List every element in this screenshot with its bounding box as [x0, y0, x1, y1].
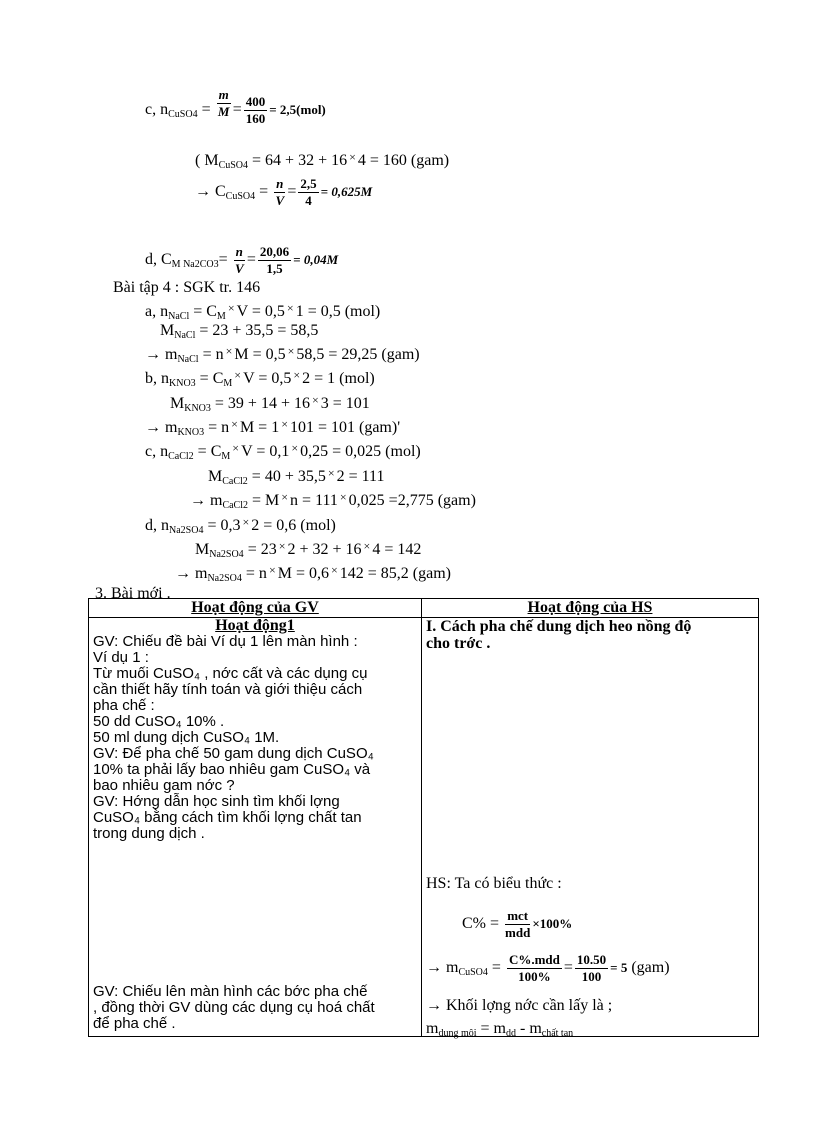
bt4-line-3: [145, 346, 420, 366]
t: V = 0,5: [243, 370, 292, 387]
cc-sub: CuSO4: [225, 191, 256, 203]
gv-text-line: pha chế :: [93, 697, 155, 714]
s: Na2SO4: [169, 525, 204, 536]
hs-c-formula: [462, 908, 572, 941]
times-sign: ×: [278, 539, 286, 553]
s: dd: [505, 1028, 516, 1039]
s: NaCl: [177, 354, 199, 365]
t: M = 0,6: [277, 565, 329, 582]
c-eq2: =: [232, 101, 242, 119]
t: 1 = 0,5 (mol): [295, 303, 381, 320]
gv-text-line: CuSO₄ bằng cách tìm khối lợng chất tan: [93, 809, 362, 826]
t: 2 + 32 + 16: [287, 541, 362, 558]
frac-num: 2,5: [300, 176, 317, 191]
frac-num: m: [218, 87, 229, 102]
t: b, n: [145, 370, 169, 387]
m-a: = 64 + 32 + 16: [252, 152, 348, 169]
gv-text-line: 10% ta phải lấy bao nhiêu gam CuSO₄ và: [93, 761, 371, 778]
times-sign: ×: [293, 368, 301, 382]
s: dung môi: [438, 1028, 477, 1039]
t: c, n: [145, 443, 169, 460]
times-sign: ×: [363, 539, 371, 553]
t: = C: [199, 370, 224, 387]
hs-m-formula: [426, 952, 670, 985]
t: = 23 + 35,5 = 58,5: [199, 322, 319, 339]
s: M: [223, 378, 233, 389]
t: = 39 + 14 + 16: [214, 395, 310, 412]
t: → m: [145, 346, 178, 363]
t: = 40 + 35,5: [251, 468, 326, 485]
col-hs-header: Hoạt động của HS: [422, 599, 759, 618]
t: d, n: [145, 517, 169, 534]
s: Na2SO4: [207, 573, 242, 584]
gv-text-line: trong dung dịch .: [93, 825, 205, 842]
gv-cell: [89, 618, 422, 1037]
gv-text-line: Ví dụ 1 :: [93, 649, 149, 666]
gv-lines: [93, 634, 417, 842]
frac-den: V: [234, 261, 244, 276]
s: NaCl: [168, 311, 190, 322]
hs-water-mass: → Khối lợng nớc cần lấy là ;: [426, 997, 613, 1014]
frac-num: n: [235, 244, 243, 259]
frac-cmdd-100: [507, 952, 562, 985]
t: M: [208, 468, 223, 485]
c-label: c, n: [145, 101, 169, 119]
t: 101 = 101 (gam)': [289, 419, 401, 436]
cc-eq: =: [259, 183, 269, 201]
t: 142 = 85,2 (gam): [339, 565, 451, 582]
s: KNO3: [169, 378, 196, 389]
t: 2 = 1 (mol): [302, 370, 375, 387]
c-result: = 2,5(mol): [269, 102, 326, 118]
m-unit: (gam): [631, 959, 670, 977]
s: CaCl2: [222, 476, 248, 487]
hs-title-1: I. Cách pha chế dung dịch heo nồng độ: [426, 618, 692, 635]
gv-text-line: , đồng thời GV dùng các dụng cụ hoá chất: [93, 999, 375, 1016]
bt4-line-6: [145, 419, 400, 439]
s: chất tan: [541, 1028, 574, 1039]
bt4-line-2: [160, 322, 318, 342]
gv-text-line: 50 dd CuSO₄ 10% .: [93, 713, 225, 730]
times-sign: ×: [242, 515, 250, 529]
times-sign: ×: [327, 466, 335, 480]
t: M: [170, 395, 185, 412]
activity-table: [88, 598, 759, 1037]
d-result: = 0,04M: [293, 252, 339, 268]
t: = M: [252, 492, 280, 509]
times-sign: ×: [281, 417, 288, 431]
frac-den: 4: [305, 193, 312, 208]
table-header-row: [89, 599, 759, 618]
times-sign: ×: [232, 441, 240, 455]
gv-text-line: GV: Chiếu đề bài Ví dụ 1 lên màn hình :: [93, 633, 358, 650]
col-gv-header: Hoạt động của GV: [89, 599, 422, 618]
t: - m: [519, 1020, 542, 1037]
t: 58,5 = 29,25 (gam): [296, 346, 420, 363]
s: Na2SO4: [209, 549, 244, 560]
line-M-CuSO4: [195, 152, 449, 172]
t: 3 = 101: [320, 395, 370, 412]
t: 0,25 = 0,025 (mol): [300, 443, 421, 460]
m-sub: CuSO4: [458, 967, 488, 979]
s: KNO3: [184, 403, 211, 414]
times-sign: ×: [227, 301, 235, 315]
frac-num: 20,06: [259, 244, 290, 259]
c-sub: CuSO4: [168, 109, 198, 121]
frac-400-160: [244, 94, 268, 127]
d-eq: =: [218, 251, 228, 269]
frac-num: 10.50: [576, 952, 607, 967]
m-eq: =: [491, 959, 501, 977]
cc-eq2: =: [287, 183, 297, 201]
gv-text-line: GV: Để pha chế 50 gam dung dịch CuSO₄: [93, 745, 374, 762]
times-sign: ×: [225, 344, 233, 358]
m-b: 4 = 160 (gam): [357, 152, 450, 169]
t: = 23: [247, 541, 277, 558]
bt4-line-8: [208, 468, 384, 488]
m-result: = 5: [610, 960, 628, 976]
frac-num: C%.mdd: [508, 952, 560, 967]
d-sub: M Na2CO3: [171, 259, 219, 271]
gv-text-line: 50 ml dung dịch CuSO₄ 1M.: [93, 729, 280, 746]
frac-den: V: [275, 193, 285, 208]
cc-result: = 0,625M: [320, 184, 373, 200]
t: 2 = 0,6 (mol): [251, 517, 336, 534]
bt4-line-12: [175, 565, 451, 585]
bt4-line-11: [195, 541, 421, 561]
t: V = 0,5: [236, 303, 285, 320]
frac-mct-mdd: [505, 908, 530, 941]
t: M = 1: [239, 419, 280, 436]
times-sign: ×: [311, 393, 319, 407]
times-sign: ×: [234, 368, 242, 382]
bt4-title: Bài tập 4 : SGK tr. 146: [113, 279, 261, 296]
t: M = 0,5: [234, 346, 286, 363]
table-row: [89, 618, 759, 1037]
t: → m: [190, 492, 223, 509]
frac-2006-15: [258, 244, 291, 277]
t: V = 0,1: [241, 443, 290, 460]
t: = n: [245, 565, 267, 582]
times-sign: ×: [291, 441, 299, 455]
hs-last-formula: [426, 1021, 573, 1039]
hs-title-2: cho trớc .: [426, 635, 491, 652]
t: → m: [145, 419, 178, 436]
bt4-line-7: [145, 443, 421, 463]
frac-25-4: [298, 176, 318, 209]
s: NaCl: [174, 330, 196, 341]
frac-num: 400: [245, 94, 266, 109]
times-sign: ×: [349, 150, 356, 164]
t: → m: [175, 565, 208, 582]
c-pre: C% =: [462, 915, 500, 933]
t: 0,025 =2,775 (gam): [348, 492, 476, 509]
frac-1050-100: [575, 952, 608, 985]
bt4-line-10: [145, 517, 336, 537]
t: 4 = 142: [372, 541, 422, 558]
gv-text-line: GV: Hớng dẫn học sinh tìm khối lợng: [93, 793, 340, 810]
m-pre: ( M: [195, 152, 219, 169]
gv-lines-2: [93, 984, 375, 1032]
bt4-line-4: [145, 370, 375, 390]
line-c-nCuSO4: [145, 87, 326, 127]
times-sign: ×: [339, 490, 347, 504]
t: n = 111: [290, 492, 338, 509]
s: CaCl2: [222, 500, 249, 511]
s: CaCl2: [168, 451, 194, 462]
gv-text-line: bao nhiêu gam nớc ?: [93, 777, 235, 794]
frac-num: mct: [505, 908, 530, 925]
gv-title: Hoạt động1: [215, 617, 295, 634]
bt4-line-1: [145, 303, 380, 323]
m-eq2: =: [563, 959, 573, 977]
gv-text-line: cần thiết hãy tính toán và giới thiệu cách: [93, 681, 363, 698]
t: = n: [202, 346, 224, 363]
times-sign: ×: [330, 563, 338, 577]
s: M: [221, 451, 231, 462]
c-eq1: =: [201, 101, 211, 119]
frac-den: 160: [245, 111, 266, 126]
bt4-line-9: [190, 492, 476, 512]
d-eq2: =: [246, 251, 256, 269]
s: KNO3: [177, 427, 205, 438]
frac-den: 1,5: [266, 261, 283, 276]
frac-n-V-d: [234, 244, 245, 277]
t: M: [160, 322, 175, 339]
t: = m: [480, 1020, 506, 1037]
frac-n-V: [274, 176, 285, 209]
frac-num: n: [276, 176, 284, 191]
times-sign: ×: [268, 563, 276, 577]
hs-cell: [422, 618, 759, 1037]
frac-den: 100%: [518, 969, 551, 984]
gv-text-line: Từ muối CuSO₄ , nớc cất và các dụng cụ: [93, 665, 368, 682]
t: 2 = 111: [336, 468, 385, 485]
section-3-title: 3. Bài mới .: [95, 585, 171, 602]
times-sign: ×: [281, 490, 289, 504]
frac-den: M: [217, 104, 230, 119]
frac-m-M: [217, 87, 231, 120]
gv-text-line: GV: Chiếu lên màn hình các bớc pha chế: [93, 983, 368, 1000]
t: m: [426, 1020, 439, 1037]
times-sign: ×: [286, 301, 294, 315]
bt4-line-5: [170, 395, 370, 415]
m-sub: CuSO4: [218, 160, 249, 171]
d-pre: d, C: [145, 251, 172, 269]
t: a, n: [145, 303, 169, 320]
t: = C: [197, 443, 222, 460]
m-pre: → m: [426, 959, 459, 977]
s: M: [216, 311, 226, 322]
times-sign: ×: [287, 344, 295, 358]
times-sign: ×: [231, 417, 238, 431]
hs-expression-label: HS: Ta có biểu thức :: [426, 875, 562, 892]
cc-pre: → C: [195, 183, 226, 201]
line-C-CuSO4: [195, 176, 372, 209]
t: = n: [208, 419, 230, 436]
gv-text-line: để pha chế .: [93, 1015, 176, 1032]
t: = 0,3: [207, 517, 241, 534]
t: = C: [193, 303, 217, 320]
frac-den: 100: [581, 969, 602, 984]
line-d-CM: [145, 244, 338, 277]
t: M: [195, 541, 210, 558]
c-post: ×100%: [532, 916, 573, 932]
frac-den: mdd: [505, 925, 531, 940]
